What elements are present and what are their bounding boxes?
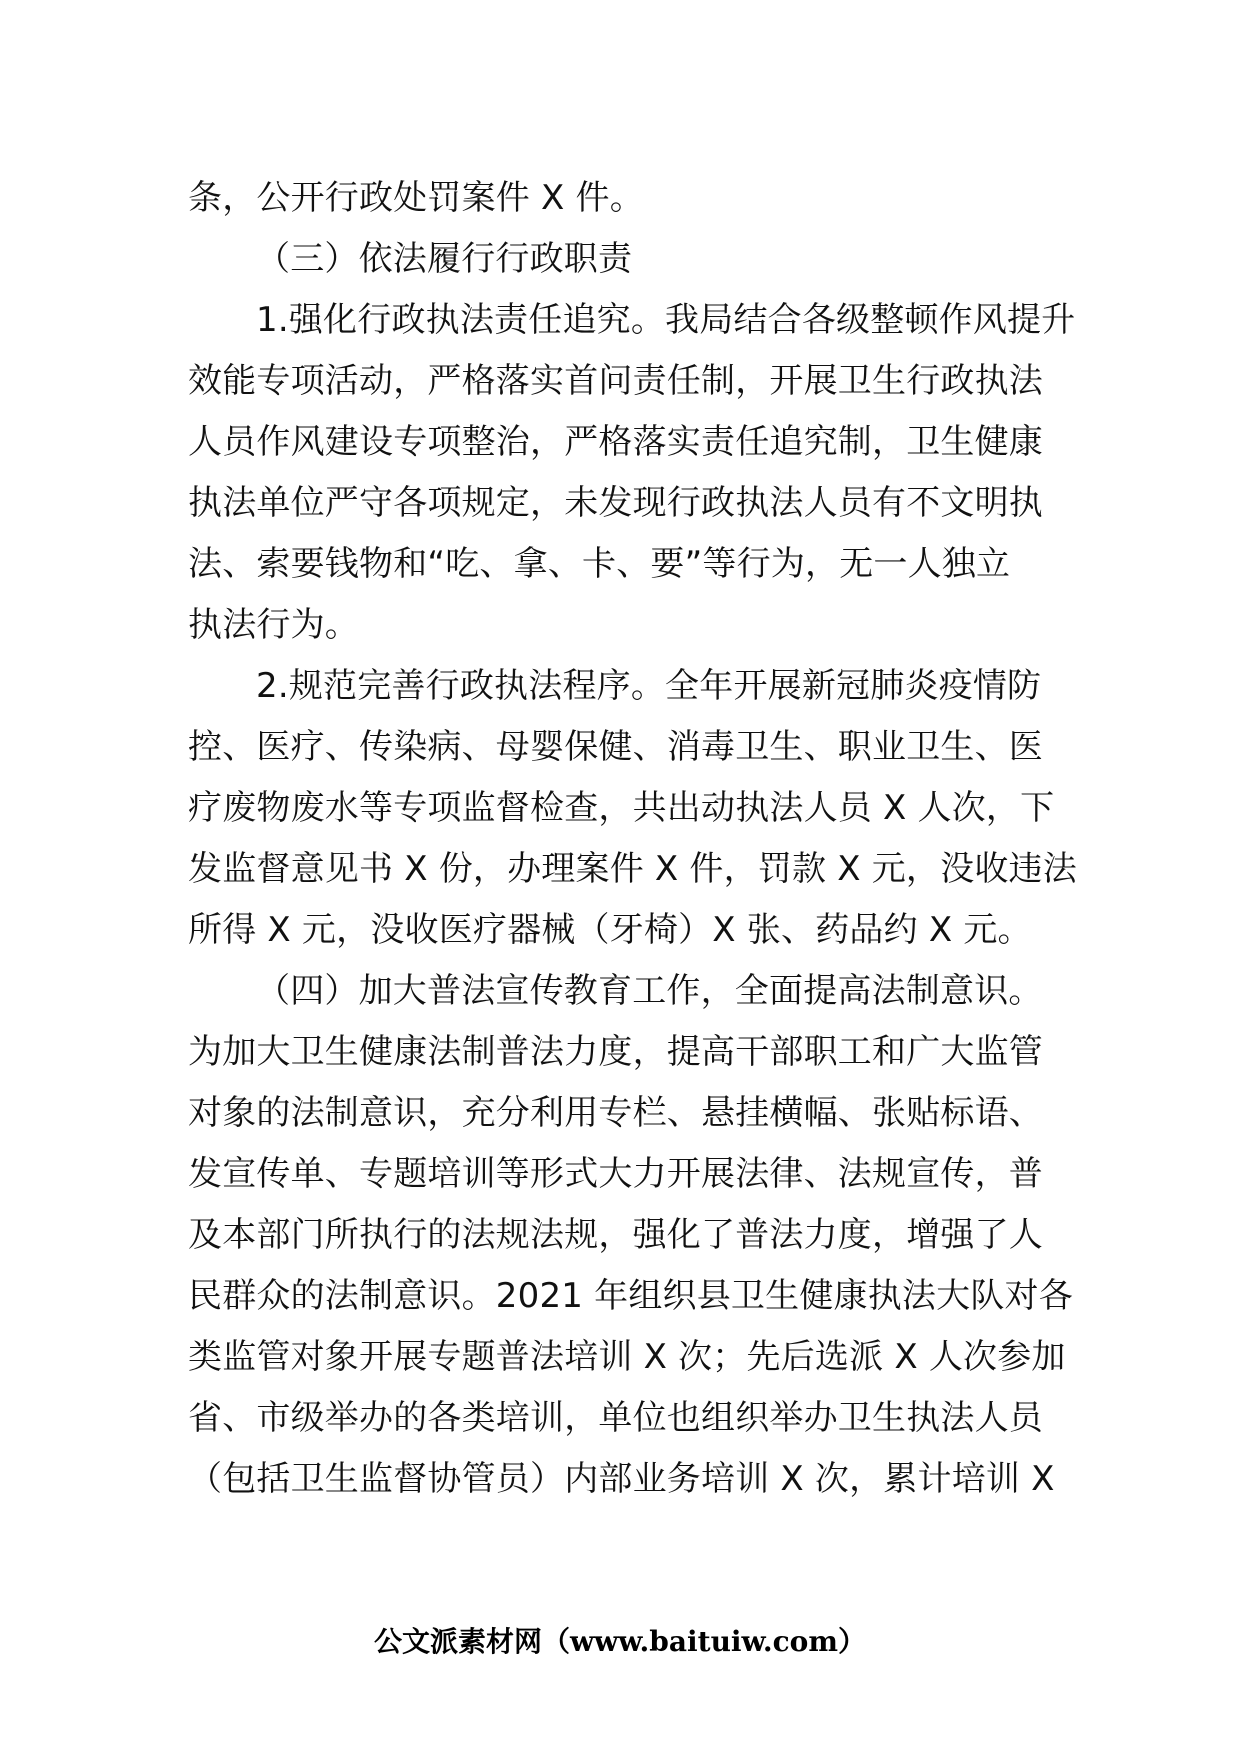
text-line: 效能专项活动，严格落实首问责任制，开展卫生行政执法 [188,361,1043,401]
text-line: （四）加大普法宣传教育工作，全面提高法制意识。 [256,971,1043,1011]
text-line: 民群众的法制意识。2021 年组织县卫生健康执法大队对各 [188,1276,1073,1316]
text-line: 控、医疗、传染病、母婴保健、消毒卫生、职业卫生、医 [188,727,1043,767]
text-line: 1.强化行政执法责任追究。我局结合各级整顿作风提升 [256,300,1076,340]
text-line: 类监管对象开展专题普法培训 X 次；先后选派 X 人次参加 [188,1337,1066,1377]
text-line: 人员作风建设专项整治，严格落实责任追究制，卫生健康 [188,422,1043,462]
text-line: 省、市级举办的各类培训，单位也组织举办卫生执法人员 [188,1398,1043,1438]
text-line: （三）依法履行行政职责 [256,239,633,279]
text-line: 2.规范完善行政执法程序。全年开展新冠肺炎疫情防 [256,666,1042,706]
text-line: 对象的法制意识，充分利用专栏、悬挂横幅、张贴标语、 [188,1093,1043,1133]
text-line: （包括卫生监督协管员）内部业务培训 X 次，累计培训 X [188,1459,1055,1499]
text-line: 疗废物废水等专项监督检查，共出动执法人员 X 人次，下 [188,788,1055,828]
text-line: 为加大卫生健康法制普法力度，提高干部职工和广大监管 [188,1032,1043,1072]
text-line: 发监督意见书 X 份，办理案件 X 件，罚款 X 元，没收违法 [188,849,1077,889]
text-line: 发宣传单、专题培训等形式大力开展法律、法规宣传，普 [188,1154,1043,1194]
text-line: 执法行为。 [188,605,359,645]
document-body [188,168,1077,1510]
text-line: 所得 X 元，没收医疗器械（牙椅）X 张、药品约 X 元。 [188,910,1032,950]
text-line: 条，公开行政处罚案件 X 件。 [188,178,644,218]
text-line: 执法单位严守各项规定，未发现行政执法人员有不文明执 [188,483,1043,523]
text-line: 及本部门所执行的法规法规，强化了普法力度，增强了人 [188,1215,1043,1255]
text-line: 法、索要钱物和“吃、拿、卡、要”等行为，无一人独立 [188,544,1011,584]
footer-watermark: 公文派素材网（www.baituiw.com） [374,1625,866,1658]
